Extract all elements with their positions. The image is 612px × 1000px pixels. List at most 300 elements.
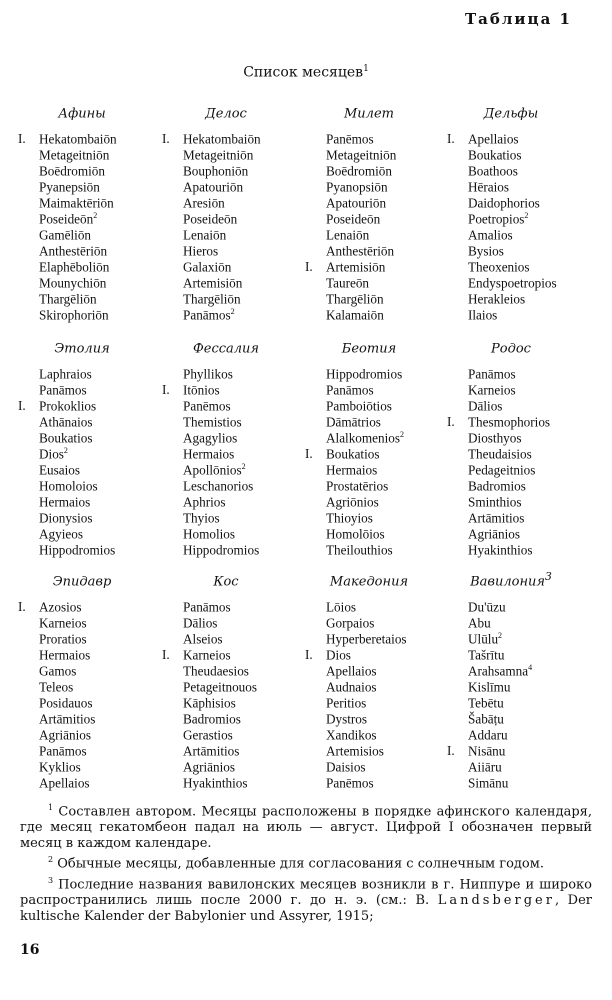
column-heading (305, 335, 433, 363)
month-item (447, 523, 595, 542)
month-item (305, 740, 453, 759)
month-name: Gamos (39, 663, 77, 679)
month-name: Maimaktēriōn (39, 195, 114, 211)
month-item (18, 459, 166, 478)
month-name: Lenaiōn (183, 227, 227, 243)
month-item (305, 644, 453, 663)
month-name: Hermaios (39, 494, 91, 510)
month-name: Thioyios (326, 510, 373, 526)
column-heading (162, 568, 290, 596)
month-item (18, 128, 166, 147)
footnote-text: Последние названия вавилонских месяцев возникли в г. Ниппуре и широко распространились лишь после 2000 г. до н. э. (см.: B. (20, 876, 592, 908)
month-name: Boēdromiōn (39, 163, 105, 179)
month-name: Theilouthios (326, 542, 393, 558)
month-item (162, 427, 310, 446)
month-name: Mounychiōn (39, 275, 107, 291)
calendar-column (18, 568, 166, 791)
month-item (447, 411, 595, 430)
month-name: Agyieos (39, 526, 83, 542)
month-item (18, 363, 166, 382)
month-name: Apollōnios (183, 462, 242, 478)
month-item (447, 724, 595, 743)
column-heading-note: 3 (545, 570, 552, 583)
month-item (162, 475, 310, 494)
month-item (162, 256, 310, 275)
calendar-column (18, 100, 166, 323)
month-item (18, 256, 166, 275)
month-name: Artemisiōn (326, 259, 386, 275)
month-name: Boukatios (468, 147, 522, 163)
month-name: Metageitniōn (326, 147, 397, 163)
month-name: Audnaios (326, 679, 377, 695)
calendar-column (18, 335, 166, 558)
month-name: Apellaios (39, 775, 90, 791)
calendar-column (447, 100, 595, 323)
month-name: Nisānu (468, 743, 506, 759)
column-heading (18, 335, 146, 363)
month-name: Metageitniōn (39, 147, 110, 163)
month-item (18, 596, 166, 615)
month-name: Addaru (468, 727, 508, 743)
month-name: Endyspoetropios (468, 275, 557, 291)
month-number: I. (447, 414, 455, 430)
month-item (162, 144, 310, 163)
month-name: Dionysios (39, 510, 93, 526)
column-heading (305, 568, 433, 596)
month-item (162, 208, 310, 227)
month-name: Gamēliōn (39, 227, 92, 243)
month-item (18, 692, 166, 711)
month-number: I. (447, 743, 455, 759)
month-item (18, 612, 166, 631)
month-item (18, 411, 166, 430)
month-name: Gorpaios (326, 615, 375, 631)
month-item (305, 427, 453, 446)
month-item (162, 756, 310, 775)
month-name: Dios (39, 446, 64, 462)
month-name: Ulūlu (468, 631, 499, 647)
month-item (447, 539, 595, 558)
month-name: Panāmos (39, 743, 87, 759)
month-name: Poseideōn (326, 211, 381, 227)
month-name: Panāmos (39, 382, 87, 398)
column-heading (18, 568, 146, 596)
month-item (18, 304, 166, 323)
month-item (18, 224, 166, 243)
footnote-mark: 3 (48, 875, 54, 885)
month-item (162, 443, 310, 462)
month-number: I. (447, 131, 455, 147)
month-item (305, 539, 453, 558)
month-name: Pedageitnios (468, 462, 536, 478)
column-heading (18, 100, 146, 128)
month-name: Abu (468, 615, 491, 631)
month-name: Kislīmu (468, 679, 511, 695)
month-item (162, 676, 310, 695)
month-item (18, 144, 166, 163)
month-name: Tebētu (468, 695, 504, 711)
month-item (305, 176, 453, 195)
month-item (305, 491, 453, 510)
month-item (305, 395, 453, 414)
month-name: Pyanepsiōn (39, 179, 100, 195)
month-item (447, 128, 595, 147)
month-item (447, 596, 595, 615)
month-item (162, 660, 310, 679)
month-name: Daidophorios (468, 195, 540, 211)
month-name: Karneios (468, 382, 516, 398)
month-item (447, 612, 595, 631)
month-item (162, 708, 310, 727)
month-item (447, 224, 595, 243)
month-name: Elaphēboliōn (39, 259, 110, 275)
month-name: Hieros (183, 243, 219, 259)
month-name: Aresiōn (183, 195, 225, 211)
month-name: Apellaios (326, 663, 377, 679)
month-item (18, 491, 166, 510)
month-item (18, 644, 166, 663)
month-name: Apatouriōn (326, 195, 387, 211)
month-name: Itōnios (183, 382, 220, 398)
month-name: Boukatios (326, 446, 380, 462)
month-name: Poseideōn (39, 211, 94, 227)
column-heading-text: Македония (329, 574, 409, 590)
month-item (18, 288, 166, 307)
month-name: Daisios (326, 759, 366, 775)
month-name: Hermaios (326, 462, 378, 478)
month-name: Thargēliōn (326, 291, 384, 307)
column-heading (447, 100, 575, 128)
calendar-column (447, 335, 595, 558)
month-item (447, 192, 595, 211)
month-name: Hippodromios (183, 542, 260, 558)
column-heading (447, 335, 575, 363)
month-name: Homolōios (326, 526, 385, 542)
month-name: Pamboiōtios (326, 398, 392, 414)
month-item (162, 379, 310, 398)
month-name: Agagylios (183, 430, 238, 446)
month-item (162, 304, 310, 323)
month-name: Dios (326, 647, 351, 663)
month-name: Posidauos (39, 695, 93, 711)
month-name: Panāmos (183, 307, 231, 323)
month-name: Anthestēriōn (326, 243, 395, 259)
month-name: Hippodromios (326, 366, 403, 382)
month-item (305, 304, 453, 323)
month-name: Kalamaiōn (326, 307, 384, 323)
month-name: Dāmātrios (326, 414, 381, 430)
month-item (162, 724, 310, 743)
month-item (162, 395, 310, 414)
month-item (305, 596, 453, 615)
month-name: Tašrītu (468, 647, 505, 663)
month-name: Artemisios (326, 743, 384, 759)
month-item (18, 708, 166, 727)
month-name: Xandikos (326, 727, 377, 743)
month-item (162, 160, 310, 179)
month-item (18, 160, 166, 179)
title-note: 1 (363, 64, 369, 74)
month-name: Panāmos (326, 382, 374, 398)
month-item (447, 772, 595, 791)
month-name: Diosthyos (468, 430, 522, 446)
page-title (0, 64, 612, 81)
footnote (20, 873, 592, 925)
month-name: Thesmophorios (468, 414, 551, 430)
month-item (305, 459, 453, 478)
month-item (305, 507, 453, 526)
month-item (447, 304, 595, 323)
calendar-column (305, 335, 453, 558)
month-name: Homoloios (39, 478, 98, 494)
month-item (305, 272, 453, 291)
month-item (18, 523, 166, 542)
footnote-tail: , Der kultische Kalender der Babylonier und Assyrer, 1915; (20, 892, 592, 924)
month-item (447, 443, 595, 462)
month-name: Azosios (39, 599, 82, 615)
month-item (447, 507, 595, 526)
month-item (18, 272, 166, 291)
month-item (305, 443, 453, 462)
month-name: Phyllikos (183, 366, 233, 382)
month-name: Theudaesios (183, 663, 249, 679)
month-item (447, 740, 595, 759)
month-name: Dālios (183, 615, 218, 631)
month-note: 2 (498, 631, 503, 640)
month-item (162, 596, 310, 615)
calendar-column (162, 335, 310, 558)
column-heading-text: Делос (205, 106, 247, 122)
month-item (447, 208, 595, 227)
column-heading-text: Эпидавр (52, 574, 112, 590)
month-name: Hēraios (468, 179, 510, 195)
month-item (447, 272, 595, 291)
calendar-column (162, 100, 310, 323)
month-item (305, 628, 453, 647)
month-item (305, 676, 453, 695)
month-item (18, 240, 166, 259)
month-name: Šabāṭu (468, 711, 504, 727)
month-name: Bysios (468, 243, 504, 259)
month-item (18, 660, 166, 679)
column-heading-text: Родос (491, 341, 531, 357)
month-name: Badromios (468, 478, 526, 494)
month-note: 2 (63, 446, 68, 455)
month-item (305, 523, 453, 542)
month-item (447, 363, 595, 382)
month-item (162, 612, 310, 631)
footnote-mark: 1 (48, 803, 54, 812)
month-item (18, 756, 166, 775)
month-item (305, 256, 453, 275)
month-item (305, 708, 453, 727)
month-note: 2 (524, 211, 529, 220)
month-item (162, 411, 310, 430)
month-item (305, 772, 453, 791)
month-name: Proratios (39, 631, 87, 647)
month-name: Hermaios (39, 647, 91, 663)
month-item (447, 256, 595, 275)
month-name: Artāmitios (468, 510, 525, 526)
month-item (162, 740, 310, 759)
month-name: Hermaios (183, 446, 235, 462)
calendar-column (447, 568, 595, 791)
month-name: Theoxenios (468, 259, 530, 275)
month-number: I. (18, 398, 26, 414)
month-name: Hekatombaiōn (39, 131, 117, 147)
month-name: Badromios (183, 711, 241, 727)
month-name: Theudaisios (468, 446, 532, 462)
month-item (162, 772, 310, 791)
column-heading-text: Дельфы (483, 106, 539, 122)
month-item (18, 379, 166, 398)
month-name: Thyios (183, 510, 220, 526)
month-name: Alseios (183, 631, 223, 647)
month-item (18, 676, 166, 695)
month-item (18, 443, 166, 462)
month-item (305, 363, 453, 382)
month-name: Skirophoriōn (39, 307, 109, 323)
month-item (305, 724, 453, 743)
month-name: Anthestēriōn (39, 243, 108, 259)
month-name: Agriōnios (326, 494, 379, 510)
column-heading-text: Фессалия (192, 341, 260, 357)
month-name: Pyanopsiōn (326, 179, 388, 195)
month-item (447, 288, 595, 307)
month-name: Eusaios (39, 462, 81, 478)
month-note: 2 (400, 430, 404, 439)
footnote-text: Составлен автором. Месяцы расположены в порядке афинского календаря, где месяц гекатомбеон падал на июль — август. Цифрой I обозначен первый месяц в каждом календаре. (20, 804, 592, 852)
column-heading-text: Афины (58, 106, 106, 122)
month-name: Lenaiōn (326, 227, 370, 243)
month-item (447, 676, 595, 695)
month-name: Artāmitios (183, 743, 240, 759)
footnotes (20, 800, 592, 925)
month-name: Karneios (183, 647, 231, 663)
month-number: I. (162, 647, 170, 663)
month-name: Aiiāru (468, 759, 502, 775)
month-item (162, 176, 310, 195)
month-name: Galaxiōn (183, 259, 232, 275)
month-item (447, 144, 595, 163)
month-name: Agriānios (468, 526, 521, 542)
column-heading-text: Беотия (341, 341, 397, 357)
month-name: Gerastios (183, 727, 233, 743)
month-name: Petageitnouos (183, 679, 257, 695)
month-name: Kyklios (39, 759, 81, 775)
month-name: Panāmos (468, 366, 516, 382)
month-name: Du'ūzu (468, 599, 506, 615)
month-item (162, 692, 310, 711)
table-label: Таблица 1 (464, 10, 572, 28)
footnote-text: Обычные месяцы, добавленные для согласования с солнечным годом. (57, 856, 544, 872)
month-name: Poseideōn (183, 211, 238, 227)
column-heading-text: Кос (213, 574, 239, 590)
month-item (18, 475, 166, 494)
month-note: 2 (241, 462, 246, 471)
month-name: Artemisiōn (183, 275, 243, 291)
month-name: Boēdromiōn (326, 163, 392, 179)
column-heading-text: Вавилония (470, 574, 545, 590)
month-number: I. (305, 647, 313, 663)
month-item (18, 724, 166, 743)
month-name: Panēmos (326, 775, 374, 791)
month-name: Boukatios (39, 430, 93, 446)
month-name: Peritios (326, 695, 367, 711)
month-item (305, 224, 453, 243)
column-heading (305, 100, 433, 128)
month-name: Hippodromios (39, 542, 116, 558)
month-name: Alalkomenios (326, 430, 400, 446)
month-item (162, 240, 310, 259)
month-item (18, 395, 166, 414)
month-name: Taureōn (326, 275, 370, 291)
month-item (18, 772, 166, 791)
month-item (305, 192, 453, 211)
month-name: Arahsamna (468, 663, 529, 679)
footnote-mark: 2 (48, 855, 54, 865)
month-item (305, 612, 453, 631)
month-item (447, 379, 595, 398)
month-note: 4 (528, 663, 533, 672)
month-item (162, 644, 310, 663)
calendar-column (162, 568, 310, 791)
month-name: Dālios (468, 398, 503, 414)
month-number: I. (18, 599, 26, 615)
month-name: Laphraios (39, 366, 92, 382)
calendar-column (305, 100, 453, 323)
month-name: Metageitniōn (183, 147, 254, 163)
month-item (305, 660, 453, 679)
month-item (305, 160, 453, 179)
month-item (162, 459, 310, 478)
month-name: Homolios (183, 526, 236, 542)
month-item (305, 379, 453, 398)
month-name: Prokoklios (39, 398, 97, 414)
month-item (162, 507, 310, 526)
month-item (447, 708, 595, 727)
month-note: 2 (93, 211, 98, 220)
month-item (162, 628, 310, 647)
month-item (305, 208, 453, 227)
month-item (162, 539, 310, 558)
calendar-column (305, 568, 453, 791)
month-number: I. (162, 382, 170, 398)
month-name: Lōios (326, 599, 357, 615)
month-item (162, 192, 310, 211)
month-item (305, 475, 453, 494)
month-item (305, 240, 453, 259)
month-item (305, 756, 453, 775)
month-name: Hekatombaiōn (183, 131, 261, 147)
month-name: Panāmos (183, 599, 231, 615)
month-item (162, 224, 310, 243)
month-name: Agriānios (39, 727, 92, 743)
month-name: Leschanorios (183, 478, 254, 494)
month-name: Poetropios (468, 211, 525, 227)
month-item (447, 160, 595, 179)
month-name: Amalios (468, 227, 513, 243)
month-item (18, 208, 166, 227)
month-number: I. (18, 131, 26, 147)
column-heading-text: Милет (344, 106, 394, 122)
month-number: I. (305, 259, 313, 275)
month-item (305, 288, 453, 307)
month-item (18, 507, 166, 526)
column-heading (447, 568, 575, 596)
month-name: Hyakinthios (468, 542, 533, 558)
month-name: Aphrios (183, 494, 226, 510)
